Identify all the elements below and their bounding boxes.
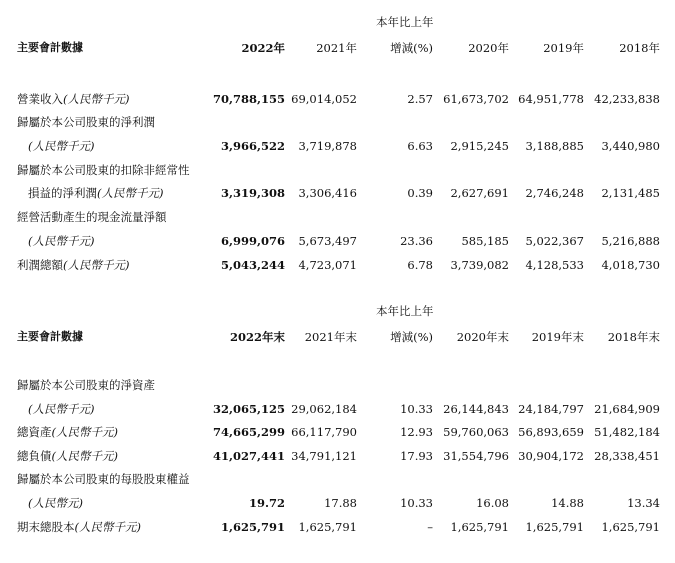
value-2018: 13.34 bbox=[627, 496, 660, 510]
header-2022: 2022年末 bbox=[229, 330, 285, 344]
value-2019: 3,188,885 bbox=[525, 139, 584, 153]
row-label: 歸屬於本公司股東的每股股東權益 bbox=[17, 472, 190, 486]
value-2022: 5,043,244 bbox=[220, 258, 285, 272]
table-row-label-line bbox=[0, 468, 675, 490]
value-2019: 2,746,248 bbox=[525, 186, 584, 200]
row-label: 損益的淨利潤(人民幣千元) bbox=[28, 186, 164, 200]
row-unit: (人民幣千元) bbox=[28, 402, 95, 416]
table-header-row bbox=[0, 326, 675, 348]
value-change: 0.39 bbox=[407, 186, 433, 200]
yoy-header: 本年比上年 bbox=[376, 15, 434, 29]
value-2022: 1,625,791 bbox=[220, 520, 285, 534]
value-2022: 3,319,308 bbox=[220, 186, 285, 200]
value-2019: 4,128,533 bbox=[525, 258, 584, 272]
header-label: 主要會計數據 bbox=[17, 330, 83, 343]
value-2018: 21,684,909 bbox=[594, 402, 660, 416]
value-2022: 41,027,441 bbox=[212, 449, 285, 463]
table-row bbox=[0, 398, 675, 420]
value-change: 2.57 bbox=[407, 92, 433, 106]
row-label: 總資產(人民幣千元) bbox=[17, 425, 118, 439]
value-change: – bbox=[427, 520, 433, 534]
value-2021: 3,306,416 bbox=[298, 186, 357, 200]
value-change: 17.93 bbox=[400, 449, 433, 463]
value-2018: 2,131,485 bbox=[601, 186, 660, 200]
value-2022: 32,065,125 bbox=[212, 402, 285, 416]
table-row-label-line bbox=[0, 374, 675, 396]
value-2018: 3,440,980 bbox=[601, 139, 660, 153]
value-2019: 56,893,659 bbox=[518, 425, 584, 439]
header-change: 增減(%) bbox=[390, 41, 433, 55]
value-2018: 42,233,838 bbox=[594, 92, 660, 106]
value-2018: 51,482,184 bbox=[594, 425, 660, 439]
value-2021: 5,673,497 bbox=[298, 234, 357, 248]
value-2021: 66,117,790 bbox=[291, 425, 357, 439]
value-2021: 3,719,878 bbox=[298, 139, 357, 153]
table-row bbox=[0, 421, 675, 443]
value-change: 23.36 bbox=[400, 234, 433, 248]
row-unit: (人民幣千元) bbox=[28, 234, 95, 248]
value-2020: 2,915,245 bbox=[450, 139, 509, 153]
value-2018: 28,338,451 bbox=[594, 449, 660, 463]
value-2021: 1,625,791 bbox=[298, 520, 357, 534]
header-change: 增減(%) bbox=[390, 330, 433, 344]
value-2021: 34,791,121 bbox=[291, 449, 357, 463]
value-change: 6.63 bbox=[407, 139, 433, 153]
value-change: 12.93 bbox=[400, 425, 433, 439]
value-2022: 6,999,076 bbox=[220, 234, 285, 248]
value-2020: 59,760,063 bbox=[443, 425, 509, 439]
value-2019: 30,904,172 bbox=[518, 449, 584, 463]
row-label: 經營活動產生的現金流量淨額 bbox=[17, 210, 167, 224]
row-label: 總負債(人民幣千元) bbox=[17, 449, 118, 463]
value-2020: 31,554,796 bbox=[443, 449, 509, 463]
header-2019: 2019年 bbox=[543, 41, 584, 55]
value-2022: 3,966,522 bbox=[220, 139, 285, 153]
table-row bbox=[0, 492, 675, 514]
value-2020: 16.08 bbox=[476, 496, 509, 510]
row-label: 歸屬於本公司股東的扣除非經常性 bbox=[17, 163, 190, 177]
header-2022: 2022年 bbox=[241, 41, 285, 55]
header-2020: 2020年 bbox=[468, 41, 509, 55]
value-2022: 19.72 bbox=[248, 496, 285, 510]
header-label: 主要會計數據 bbox=[17, 41, 83, 54]
value-2020: 2,627,691 bbox=[450, 186, 509, 200]
row-label: 期末總股本(人民幣千元) bbox=[17, 520, 141, 534]
header-2021: 2021年 bbox=[316, 41, 357, 55]
value-2022: 70,788,155 bbox=[212, 92, 285, 106]
value-2022: 74,665,299 bbox=[212, 425, 285, 439]
value-change: 10.33 bbox=[400, 402, 433, 416]
value-2019: 64,951,778 bbox=[518, 92, 584, 106]
value-2020: 26,144,843 bbox=[443, 402, 509, 416]
table-row bbox=[0, 516, 675, 538]
row-label: 利潤總額(人民幣千元) bbox=[17, 258, 130, 272]
row-label: 營業收入(人民幣千元) bbox=[17, 92, 130, 106]
header-2018: 2018年末 bbox=[607, 330, 660, 344]
value-2018: 5,216,888 bbox=[601, 234, 660, 248]
value-change: 10.33 bbox=[400, 496, 433, 510]
row-unit: (人民幣元) bbox=[28, 496, 83, 510]
value-2019: 1,625,791 bbox=[525, 520, 584, 534]
value-2019: 5,022,367 bbox=[525, 234, 584, 248]
value-2020: 3,739,082 bbox=[450, 258, 509, 272]
value-2021: 17.88 bbox=[324, 496, 357, 510]
value-2021: 4,723,071 bbox=[298, 258, 357, 272]
value-2020: 61,673,702 bbox=[443, 92, 509, 106]
value-2021: 69,014,052 bbox=[291, 92, 357, 106]
row-label: 歸屬於本公司股東的淨資產 bbox=[17, 378, 155, 392]
value-2019: 14.88 bbox=[551, 496, 584, 510]
value-2020: 585,185 bbox=[461, 234, 509, 248]
value-2020: 1,625,791 bbox=[450, 520, 509, 534]
row-label: 歸屬於本公司股東的淨利潤 bbox=[17, 115, 155, 129]
value-2018: 1,625,791 bbox=[601, 520, 660, 534]
yoy-header: 本年比上年 bbox=[376, 304, 434, 318]
header-2020: 2020年末 bbox=[456, 330, 509, 344]
header-2019: 2019年末 bbox=[531, 330, 584, 344]
value-2021: 29,062,184 bbox=[291, 402, 357, 416]
row-unit: (人民幣千元) bbox=[28, 139, 95, 153]
value-2019: 24,184,797 bbox=[518, 402, 584, 416]
value-change: 6.78 bbox=[407, 258, 433, 272]
header-2021: 2021年末 bbox=[304, 330, 357, 344]
value-2018: 4,018,730 bbox=[601, 258, 660, 272]
table-row bbox=[0, 445, 675, 467]
header-2018: 2018年 bbox=[619, 41, 660, 55]
